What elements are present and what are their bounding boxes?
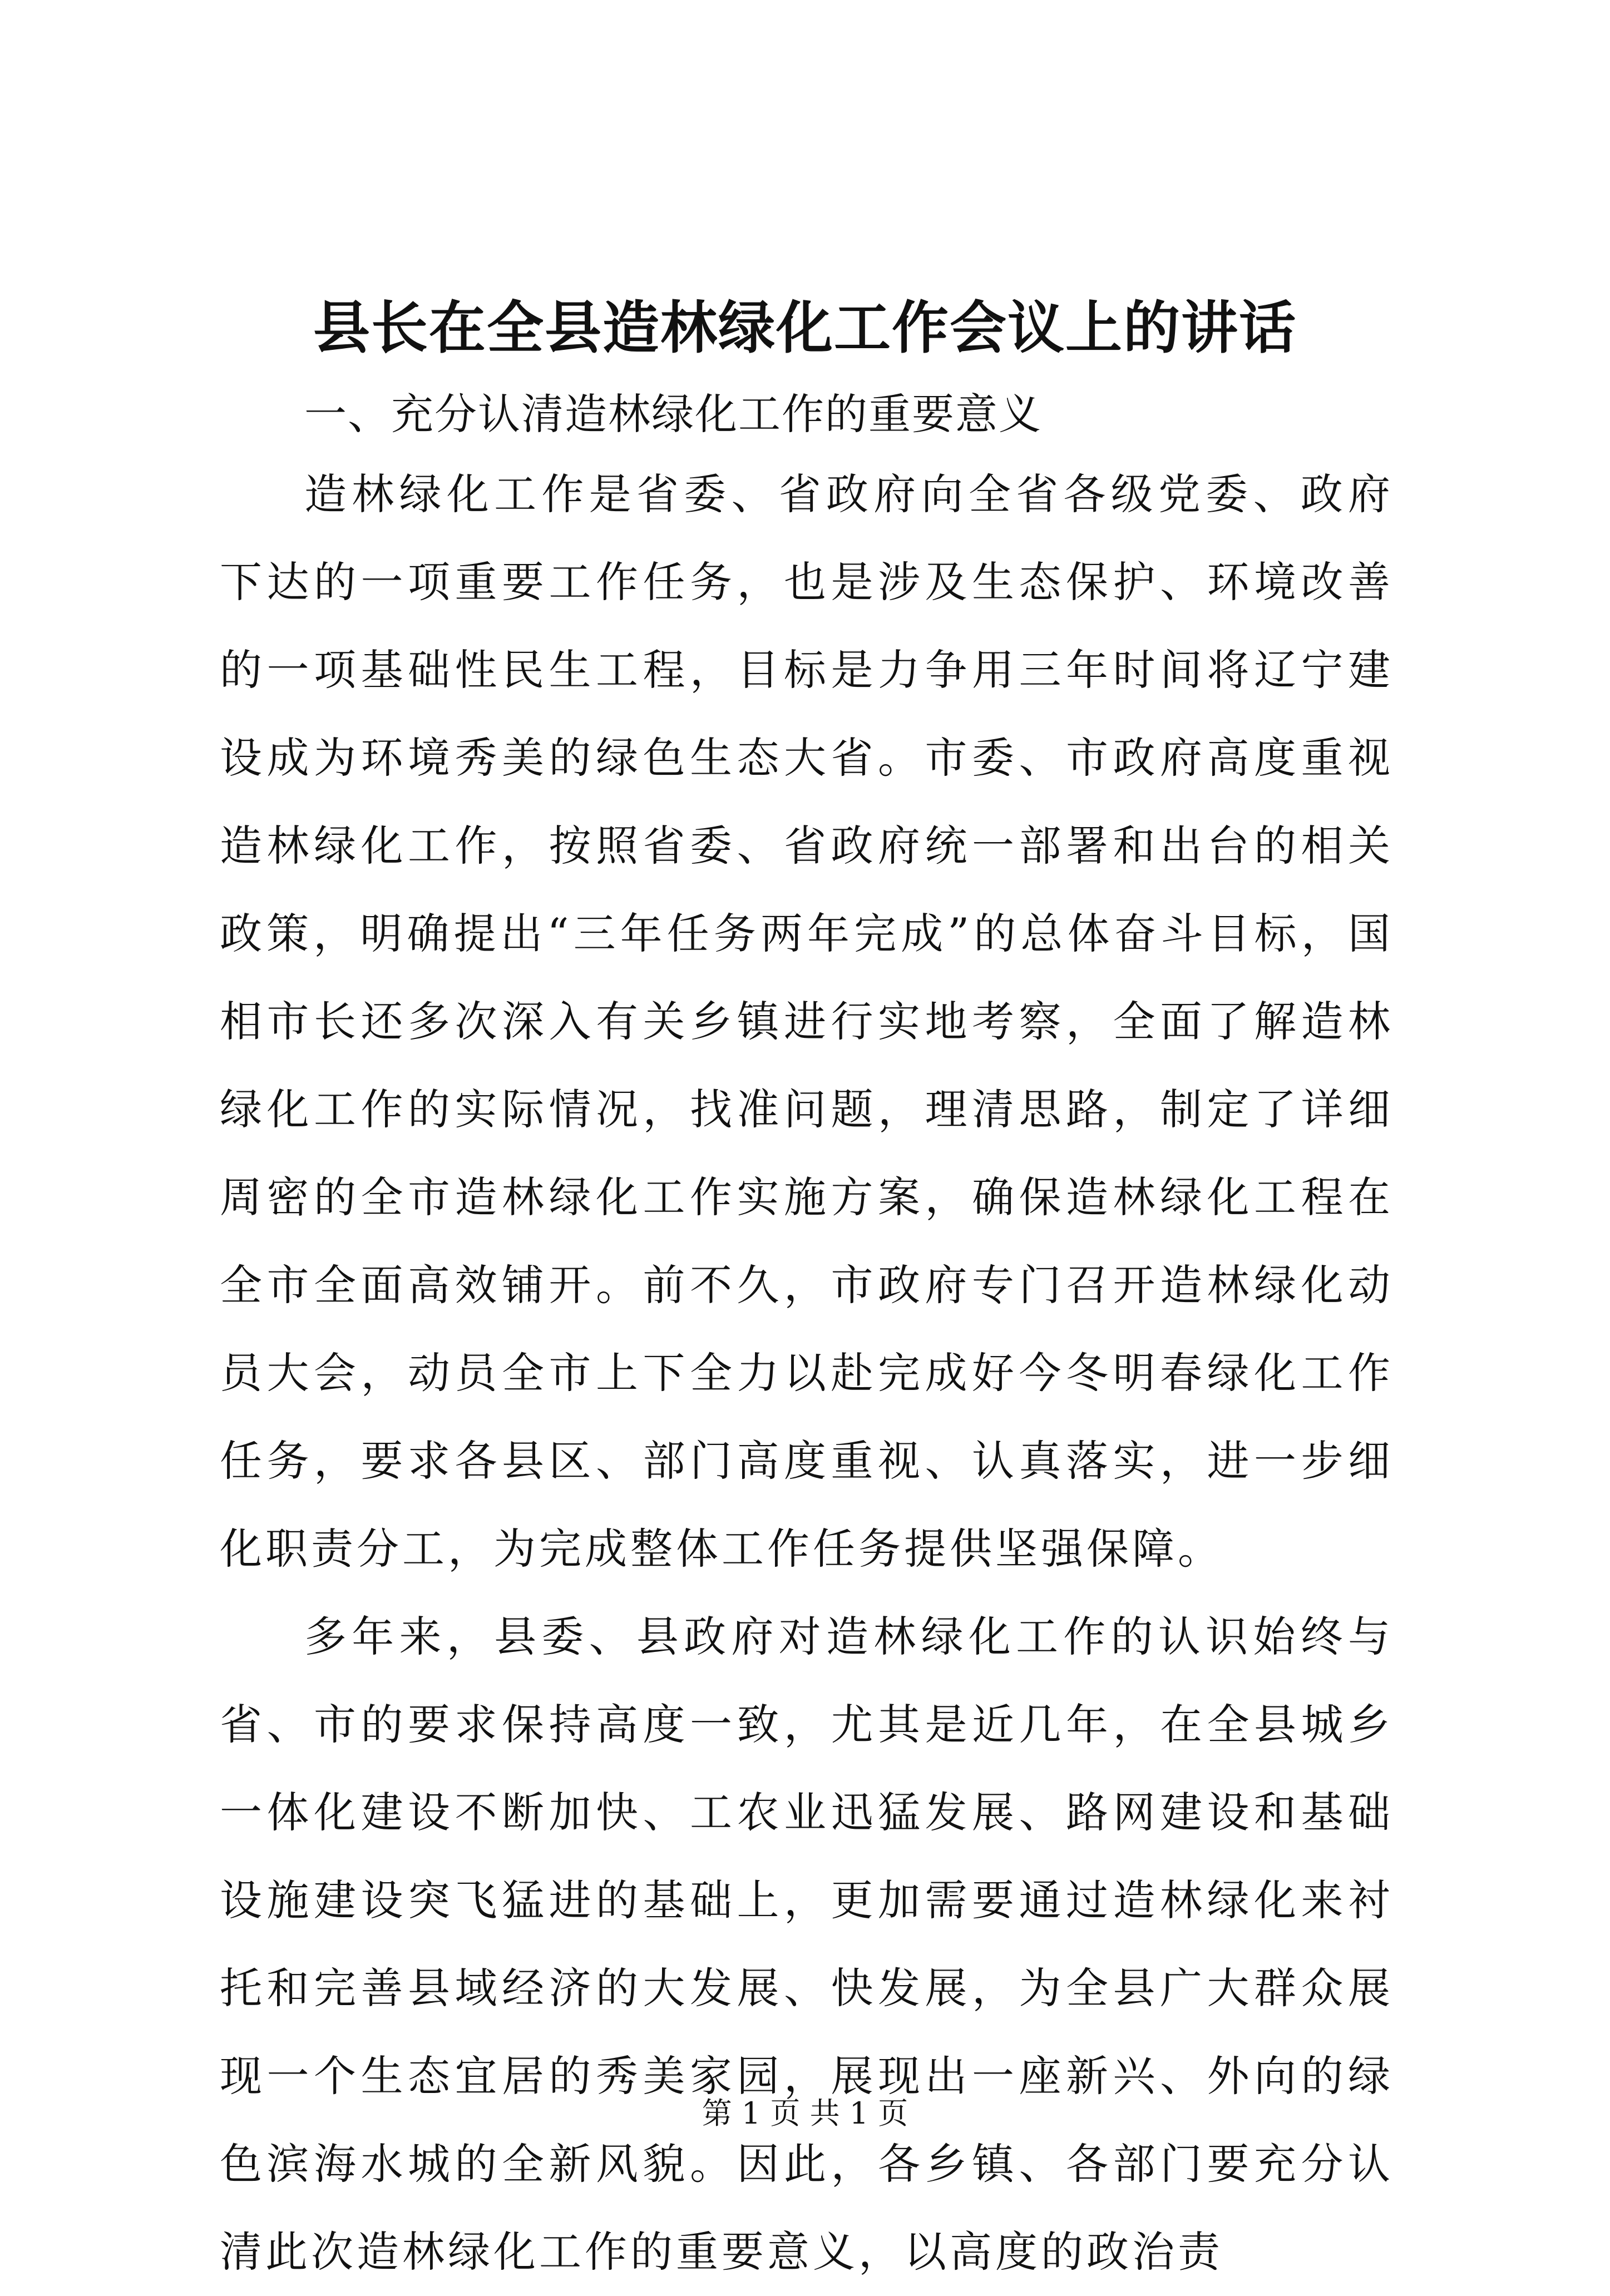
document-title: 县长在全县造林绿化工作会议上的讲话 [313,295,1297,362]
paragraph-2: 多年来，县委、县政府对造林绿化工作的认识始终与省、市的要求保持高度一致，尤其是近几年，在全县城乡一体化建设不断加快、工农业迅猛发展、路网建设和基础设施建设突飞猛进的基础上，更加需要通过造林绿化来衬托和完善县域经济的大发展、快发展，为全县广大群众展现一个生态宜居的秀美家园，展现出一座新兴、外向的绿色滨海水城的全新风貌。因此，各乡镇、各部门要充分认清此次造林绿化工作的重要意义，以高度的政治责 [220,1612,1394,2277]
document-body [220,378,1394,2296]
page-number-footer: 第 1 页 共 1 页 [702,2096,908,2131]
paragraph-1: 造林绿化工作是省委、省政府向全省各级党委、政府下达的一项重要工作任务，也是涉及生态保护、环境改善的一项基础性民生工程，目标是力争用三年时间将辽宁建设成为环境秀美的绿色生态大省。市委、市政府高度重视造林绿化工作，按照省委、省政府统一部署和出台的相关政策，明确提出“三年任务两年完成”的总体奋斗目标，国相市长还多次深入有关乡镇进行实地考察，全面了解造林绿化工作的实际情况，找准问题，理清思路，制定了详细周密的全市造林绿化工作实施方案，确保造林绿化工程在全市全面高效铺开。前不久，市政府专门召开造林绿化动员大会，动员全市上下全力以赴完成好今冬明春绿化工作任务，要求各县区、部门高度重视、认真落实，进一步细化职责分工，为完成整体工作任务提供坚强保障。 [220,469,1394,1573]
section-heading: 一、充分认清造林绿化工作的重要意义 [304,389,1042,439]
